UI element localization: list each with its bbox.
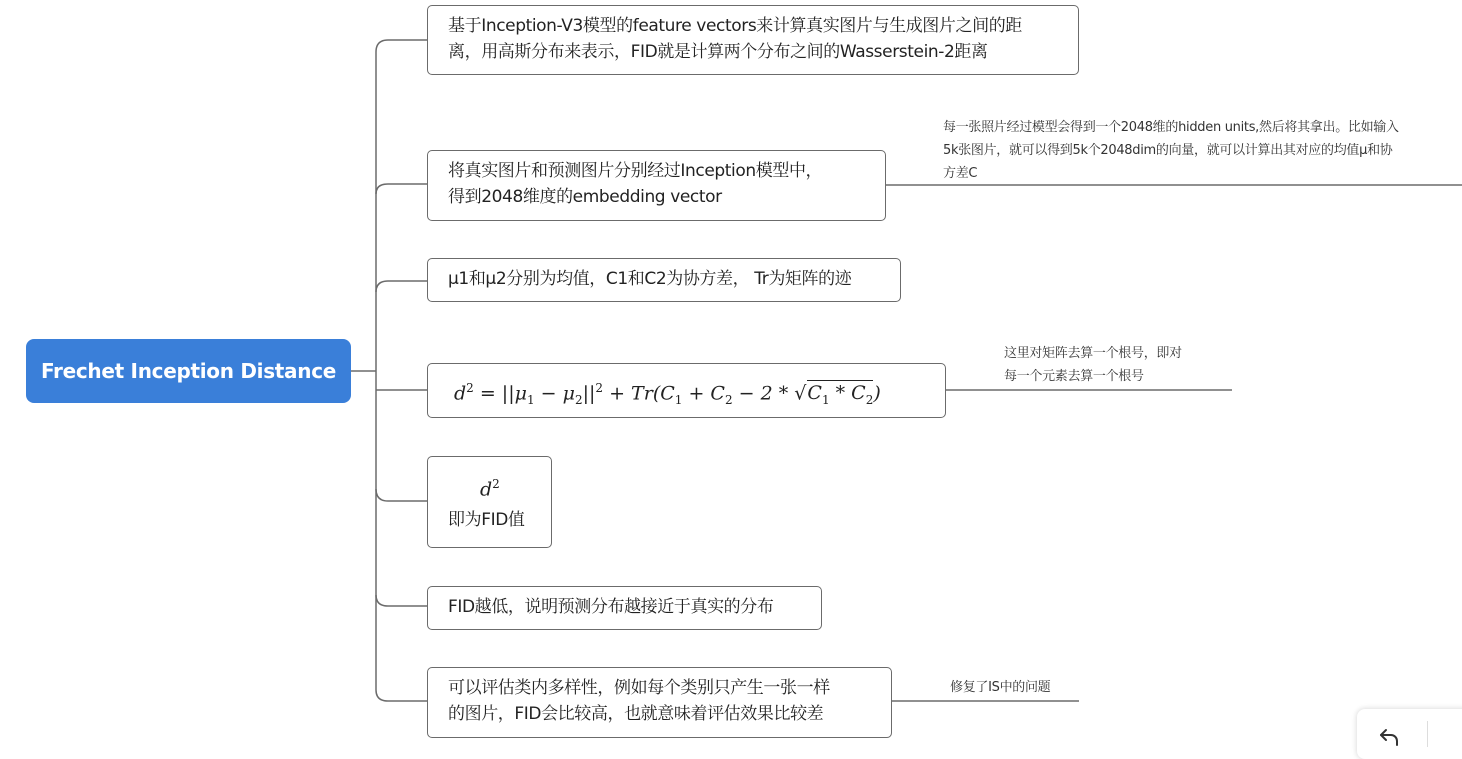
note-text-line: 每一张照片经过模型会得到一个2048维的hidden units,然后将其拿出。比如输入	[943, 120, 1399, 135]
branch-node-fid-value[interactable]	[427, 456, 552, 548]
undo-icon[interactable]	[1377, 723, 1403, 749]
branch-node-diversity[interactable]	[427, 667, 892, 738]
fid-formula: $d^2 = ||\mu_1 - \mu_2||^2 + Tr(C_1 + C_2 - 2 * √C_1 * C_2)$	[454, 381, 881, 408]
note-text-line: 这里对矩阵去算一个根号，即对	[1004, 346, 1182, 361]
branch-text-line: 得到2048维度的embedding vector	[448, 187, 722, 207]
branch-text-line: 基于Inception-V3模型的feature vectors来计算真实图片与生成图片之间的距	[448, 16, 1022, 36]
toolbar-divider	[1427, 721, 1428, 747]
branch-text-line: 离，用高斯分布来表示，FID就是计算两个分布之间的Wasserstein-2距离	[448, 42, 988, 62]
branch-node-definition[interactable]	[427, 5, 1079, 75]
connector-branch-6	[376, 595, 428, 606]
root-node[interactable]	[26, 339, 351, 403]
radical-sign: √	[794, 382, 807, 405]
connector-branch-7	[376, 690, 428, 701]
branch-node-embedding[interactable]	[427, 150, 886, 221]
note-text-line: 修复了IS中的问题	[950, 680, 1051, 695]
note-text-line: 5k张图片，就可以得到5k个2048dim的向量，就可以计算出其对应的均值μ和协	[943, 143, 1393, 158]
branch-text-line: μ1和μ2分别为均值，C1和C2为协方差， Tr为矩阵的迹	[448, 269, 852, 289]
connector-branch-2	[376, 184, 428, 194]
connector-branch-5	[376, 489, 428, 501]
branch-text-line: 即为FID值	[448, 510, 525, 530]
note-formula[interactable]	[1004, 342, 1182, 388]
branch-text-line: 可以评估类内多样性，例如每个类别只产生一张一样	[448, 678, 830, 698]
note-embedding[interactable]	[943, 116, 1399, 185]
floating-toolbar	[1357, 709, 1462, 759]
sqrt-argument: $C_1 * C_2$	[807, 382, 874, 408]
root-label: Frechet Inception Distance	[40, 359, 337, 383]
branch-node-variables[interactable]	[427, 258, 901, 302]
branch-node-formula[interactable]	[427, 363, 946, 418]
note-text-line: 每一个元素去算一个根号	[1004, 369, 1144, 384]
branch-text-line: 将真实图片和预测图片分别经过Inception模型中，	[448, 161, 823, 181]
d-squared-symbol: $d^2$	[480, 477, 500, 501]
connector-branch-3	[376, 281, 428, 292]
branch-node-lower-better[interactable]	[427, 586, 822, 630]
branch-text-line: 的图片，FID会比较高，也就意味着评估效果比较差	[448, 704, 824, 724]
note-diversity[interactable]	[950, 676, 1050, 699]
branch-text-line: FID越低，说明预测分布越接近于真实的分布	[448, 597, 774, 617]
connector-branch-1	[376, 40, 428, 52]
note-text-line: 方差C	[943, 166, 978, 181]
